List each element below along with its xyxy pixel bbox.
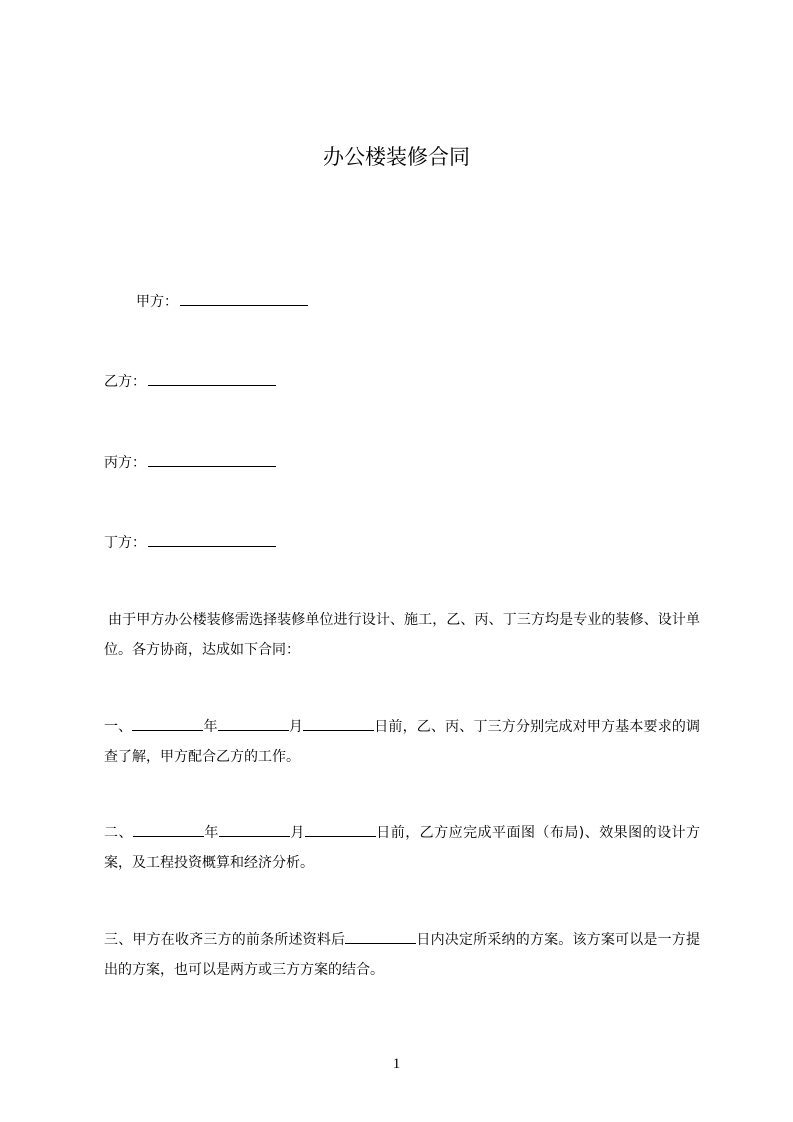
party-c-blank [148, 452, 276, 467]
clause-2-text: 日前，乙方应完成平面图（布局)、效果图的设计方案，及工程投资概算和经济分析。 [104, 825, 701, 871]
clause-2-year-blank [133, 821, 204, 837]
clause-1 [104, 712, 700, 772]
clause-1-year-label: 年 [203, 719, 218, 735]
clause-2 [104, 818, 700, 878]
party-a-blank [180, 291, 308, 306]
clause-3-prefix: 三、甲方在收齐三方的前条所述资料后 [104, 932, 346, 948]
clause-3 [104, 925, 700, 985]
clause-1-month-label: 月 [288, 719, 304, 735]
clause-2-prefix: 二、 [104, 825, 133, 841]
party-b-label: 乙方： [104, 374, 146, 390]
party-d-blank [148, 532, 276, 547]
party-b-line [104, 371, 276, 392]
party-d-line [104, 532, 276, 553]
party-c-line [104, 452, 276, 473]
clause-2-day-blank [305, 821, 376, 837]
clause-2-month-label: 月 [289, 825, 305, 841]
party-a-label: 甲方： [136, 294, 178, 310]
party-d-label: 丁方： [104, 535, 146, 551]
party-b-blank [148, 371, 276, 386]
clause-1-month-blank [218, 715, 289, 731]
page-number: 1 [392, 1056, 401, 1072]
clause-2-year-label: 年 [203, 825, 219, 841]
clause-3-text: 日内决定所采纳的方案。该方案可以是一方提出的方案，也可以是两方或三方方案的结合。 [104, 932, 701, 978]
party-a-line [136, 291, 308, 312]
intro-paragraph: 由于甲方办公楼装修需选择装修单位进行设计、施工，乙、丙、丁三方均是专业的装修、设计单位。各方协商，达成如下合同： [104, 612, 700, 658]
clause-1-prefix: 一、 [104, 719, 133, 735]
clause-3-days-blank [345, 928, 416, 944]
clause-1-day-blank [303, 715, 374, 731]
clause-1-year-blank [132, 715, 203, 731]
clause-1-text: 日前，乙、丙、丁三方分别完成对甲方基本要求的调查了解，甲方配合乙方的工作。 [104, 719, 701, 765]
party-c-label: 丙方： [104, 455, 146, 471]
document-title: 办公楼装修合同 [323, 145, 470, 169]
clause-2-month-blank [219, 821, 290, 837]
